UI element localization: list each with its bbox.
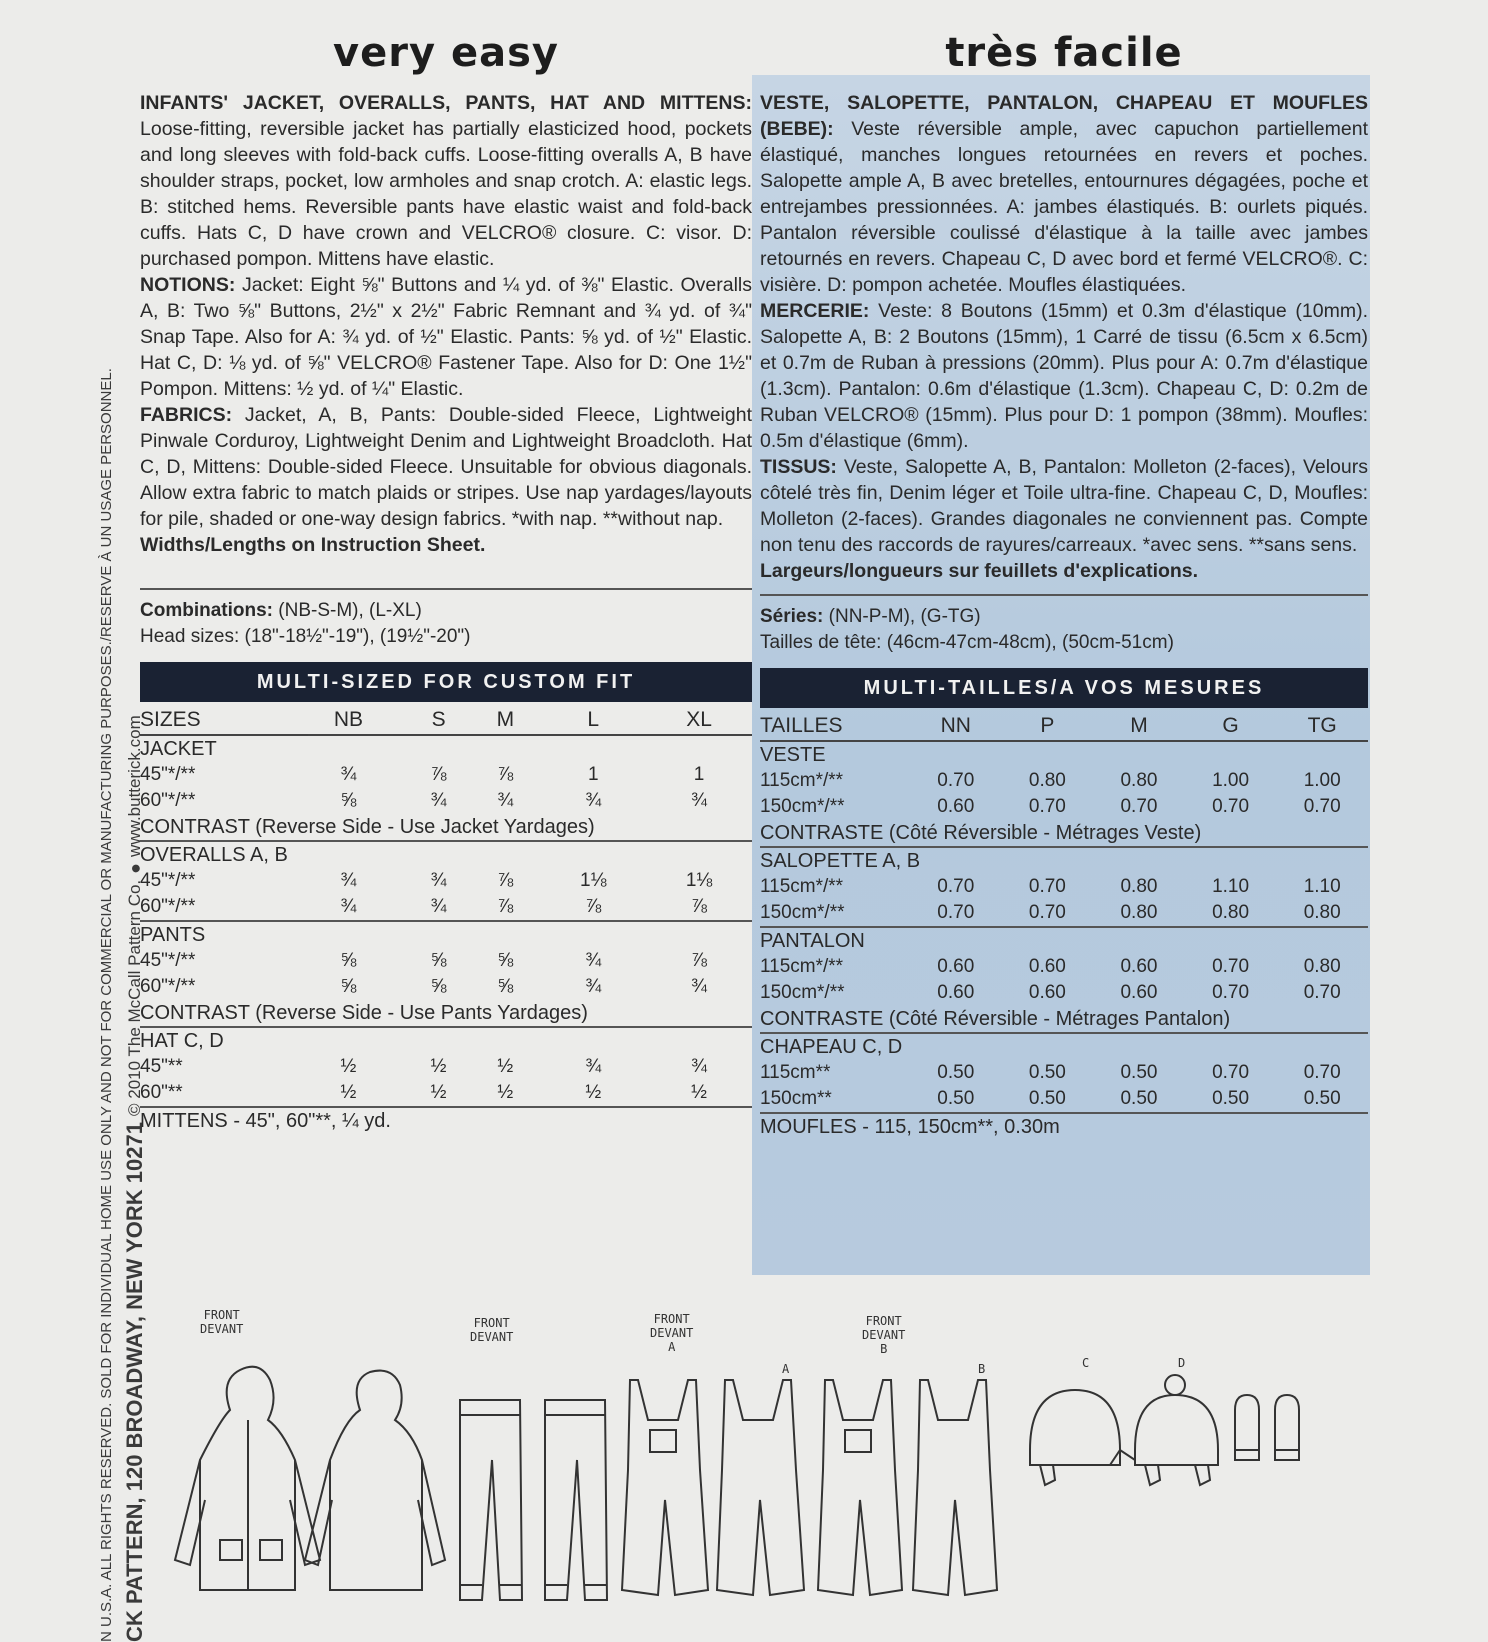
fabric-width-label: 115cm*/**	[760, 770, 844, 791]
bullet-icon: ●	[124, 862, 145, 874]
sketch-label-hat-c: C	[1082, 1356, 1090, 1370]
size-header: S	[431, 708, 446, 731]
sizes-header: TAILLES	[760, 714, 843, 737]
contrast-note: CONTRASTE (Côté Réversible - Métrages Pantalon)	[760, 1007, 1231, 1030]
yardage-cell: ⅞	[430, 764, 447, 785]
table-row	[140, 762, 752, 788]
french-combinations-label: Séries:	[760, 606, 824, 627]
english-title: INFANTS' JACKET, OVERALLS, PANTS, HAT AND MITTENS:	[140, 92, 752, 114]
yardage-cell: 0.70	[1212, 1062, 1250, 1083]
yardage-cell: 1.10	[1212, 876, 1250, 897]
yardage-cell: ⅝	[430, 950, 447, 971]
yardage-cell: 0.70	[1028, 902, 1066, 923]
garment-group-label: JACKET	[140, 737, 217, 760]
size-header: XL	[686, 708, 712, 731]
size-header: NB	[333, 708, 364, 731]
french-head-sizes: Tailles de tête: (46cm-47cm-48cm), (50cm-51cm)	[760, 632, 1174, 653]
fabric-width-label: 45"*/**	[140, 950, 196, 971]
french-table-title: MULTI-TAILLES/A VOS MESURES	[760, 668, 1368, 708]
pants-sketch	[460, 1400, 607, 1600]
garment-group-label: VESTE	[760, 743, 826, 766]
yardage-cell: 0.60	[1120, 956, 1158, 977]
sizes-header: SIZES	[140, 708, 201, 731]
yardage-cell: 1⅛	[685, 870, 713, 891]
hats-sketch	[1030, 1375, 1218, 1485]
english-combinations	[140, 598, 752, 624]
yardage-cell: 0.50	[1028, 1088, 1066, 1109]
yardage-cell: 0.80	[1303, 956, 1341, 977]
table-row	[760, 900, 1368, 927]
yardage-cell: 0.70	[1212, 796, 1250, 817]
size-header: NN	[940, 714, 971, 737]
fabric-width-label: 150cm*/**	[760, 796, 845, 817]
overalls-a-sketch	[622, 1380, 804, 1595]
yardage-cell: ¾	[691, 1056, 707, 1077]
yardage-cell: ¾	[497, 790, 514, 811]
size-header: P	[1040, 714, 1055, 737]
fabric-width-label: 115cm*/**	[760, 956, 844, 977]
yardage-cell: 0.50	[1028, 1062, 1066, 1083]
jacket-back-sketch	[305, 1371, 445, 1590]
yardage-cell: ⅝	[340, 790, 357, 811]
fabric-width-label: 45"*/**	[140, 870, 196, 891]
french-description	[760, 90, 1368, 584]
yardage-cell: 0.60	[937, 956, 975, 977]
french-fabrics-label: TISSUS:	[760, 456, 837, 478]
contrast-note: CONTRAST (Reverse Side - Use Jacket Yardages)	[140, 815, 595, 838]
contrast-note: CONTRAST (Reverse Side - Use Pants Yardages)	[140, 1001, 588, 1024]
yardage-cell: ¾	[691, 790, 707, 811]
mittens-note: MOUFLES - 115, 150cm**, 0.30m	[760, 1115, 1060, 1138]
yardage-cell: 0.80	[1120, 902, 1158, 923]
yardage-cell: 0.70	[937, 770, 975, 791]
yardage-cell: 0.70	[1212, 982, 1250, 1003]
yardage-cell: 0.70	[1212, 956, 1250, 977]
yardage-cell: 0.50	[937, 1062, 975, 1083]
yardage-cell: 0.60	[1028, 982, 1066, 1003]
yardage-cell: ⅞	[691, 950, 707, 971]
yardage-cell: ½	[585, 1082, 602, 1103]
table-row	[140, 894, 752, 921]
yardage-cell: 0.60	[1028, 956, 1066, 977]
mittens-note: MITTENS - 45", 60"**, ¼ yd.	[140, 1109, 391, 1132]
yardage-cell: ⅝	[340, 950, 357, 971]
yardage-cell: 0.60	[937, 982, 975, 1003]
fabric-width-label: 150cm*/**	[760, 902, 845, 923]
french-divider	[760, 594, 1368, 596]
table-row	[140, 1080, 752, 1107]
yardage-cell: ⅞	[691, 896, 707, 917]
size-header: M	[496, 708, 515, 731]
yardage-cell: ¾	[585, 1056, 602, 1077]
yardage-cell: ¾	[430, 896, 447, 917]
french-desc-text: Veste réversible ample, avec capuchon partiellement élastiqué, manches longues retournées en revers et poches. Salopette ample A, B avec bretelles, entournures dégagées, poche et entrejambes pressionnées. A: jambes élastiqués. B: ourlets piqués. Pantalon réversible coulissé d'élastique à la taille avec jambes retournés en revers. Chapeau C, D avec bord et fermé VELCRO®. C: visière. D: pompon achetée. Moufles élastiquées.	[760, 118, 1368, 296]
table-row	[140, 974, 752, 1000]
english-combinations-label: Combinations:	[140, 600, 273, 621]
yardage-cell: 0.70	[1303, 796, 1341, 817]
english-fabrics-label: FABRICS:	[140, 404, 233, 426]
size-header: L	[587, 708, 600, 731]
english-description	[140, 90, 752, 558]
yardage-cell: 0.70	[1028, 796, 1066, 817]
side-website: www.butterick.com	[125, 715, 144, 857]
english-fabrics-text: Jacket, A, B, Pants: Double-sided Fleece, Lightweight Pinwale Corduroy, Lightweight Denim and Lightweight Broadcloth. Hat C, D, Mittens: Double-sided Fleece. Unsuitable for obvious diagonals. Allow extra fabric to match plaids or stripes. Use nap yardages/layouts for pile, shaded or one-way design fabrics. *with nap. **without nap.	[140, 404, 752, 530]
garment-group-label: PANTALON	[760, 929, 865, 952]
yardage-cell: 0.80	[1303, 902, 1341, 923]
jacket-front-sketch	[175, 1367, 320, 1590]
english-divider	[140, 588, 752, 590]
fabric-width-label: 45"**	[140, 1056, 183, 1077]
overalls-b-sketch	[818, 1380, 997, 1595]
yardage-cell: 0.70	[937, 876, 975, 897]
fabric-width-label: 115cm*/**	[760, 876, 844, 897]
yardage-cell: 0.50	[1212, 1088, 1250, 1109]
yardage-cell: 0.50	[1120, 1088, 1158, 1109]
french-notions-label: MERCERIE:	[760, 300, 870, 322]
french-widths: Largeurs/longueurs sur feuillets d'explications.	[760, 560, 1199, 582]
yardage-cell: ⅝	[340, 976, 357, 997]
yardage-cell: ¾	[585, 976, 602, 997]
yardage-cell: ¾	[430, 790, 447, 811]
fabric-width-label: 115cm**	[760, 1062, 831, 1083]
english-notions-label: NOTIONS:	[140, 274, 236, 296]
yardage-cell: 0.60	[937, 796, 975, 817]
french-column	[760, 30, 1368, 1140]
yardage-cell: 1⅛	[580, 870, 607, 891]
yardage-cell: 1.00	[1212, 770, 1250, 791]
yardage-cell: 0.80	[1120, 876, 1158, 897]
sketch-label-b-back: B	[978, 1362, 986, 1376]
side-rights: N U.S.A. ALL RIGHTS RESERVED.	[98, 1402, 115, 1642]
fabric-width-label: 60"*/**	[140, 896, 196, 917]
yardage-cell: ¾	[585, 950, 602, 971]
side-address: CK PATTERN, 120 BROADWAY, NEW YORK 10271	[122, 1122, 147, 1642]
yardage-cell: ½	[430, 1082, 447, 1103]
yardage-cell: 0.80	[1028, 770, 1066, 791]
sketch-label-overalls-a: FRONT DEVANT A	[650, 1312, 694, 1354]
yardage-cell: 0.60	[1120, 982, 1158, 1003]
english-yardage-table	[140, 702, 752, 1134]
size-header: TG	[1307, 714, 1337, 737]
garment-group-label: OVERALLS A, B	[140, 843, 288, 866]
heading-very-easy: very easy	[333, 30, 559, 76]
yardage-cell: ¾	[340, 764, 357, 785]
yardage-cell: ¾	[691, 976, 707, 997]
table-row	[140, 948, 752, 974]
size-header: M	[1130, 714, 1148, 737]
table-row	[760, 954, 1368, 980]
garment-sketches	[160, 1300, 1360, 1640]
heading-tres-facile: très facile	[945, 30, 1183, 76]
yardage-cell: 0.80	[1212, 902, 1250, 923]
fabric-width-label: 150cm**	[760, 1088, 832, 1109]
yardage-cell: 1.00	[1303, 770, 1341, 791]
english-table-title: MULTI-SIZED FOR CUSTOM FIT	[140, 662, 752, 702]
size-header: G	[1222, 714, 1239, 737]
yardage-cell: ⅝	[497, 950, 514, 971]
mittens-sketch	[1235, 1395, 1299, 1460]
french-combinations-value: (NN-P-M), (G-TG)	[828, 606, 981, 627]
garment-group-label: PANTS	[140, 923, 206, 946]
yardage-cell: ⅞	[497, 870, 514, 891]
yardage-cell: ½	[691, 1082, 707, 1103]
table-row	[140, 1054, 752, 1080]
french-fabrics-text: Veste, Salopette A, B, Pantalon: Molleton (2-faces), Velours côtelé très fin, Denim léger et Toile ultra-fine. Chapeau C, D, Moufles: Molleton (2-faces). Grandes diagonales ne conviennent pas. Compte non tenu des raccords de rayures/carreaux. *avec sens. **sans sens.	[760, 456, 1368, 556]
table-row	[140, 868, 752, 894]
table-row	[140, 788, 752, 814]
english-head-sizes: Head sizes: (18"-18½"-19"), (19½"-20")	[140, 626, 471, 647]
yardage-cell: ½	[340, 1082, 357, 1103]
yardage-cell: 0.70	[937, 902, 975, 923]
table-row	[760, 874, 1368, 900]
contrast-note: CONTRASTE (Côté Réversible - Métrages Veste)	[760, 821, 1202, 844]
side-notice-line	[98, 42, 115, 1642]
table-row	[760, 1060, 1368, 1086]
table-row	[760, 980, 1368, 1006]
yardage-cell: 1	[587, 764, 599, 785]
french-yardage-table	[760, 708, 1368, 1140]
yardage-cell: 0.50	[1120, 1062, 1158, 1083]
yardage-cell: 0.70	[1303, 982, 1341, 1003]
table-row	[760, 1086, 1368, 1113]
english-notions-text: Jacket: Eight ⅝" Buttons and ¼ yd. of ⅜" Elastic. Overalls A, B: Two ⅝" Buttons, 2½" x 2½" Fabric Remnant and ¾ yd. of ¾" Snap Tape. Also for A: ¾ yd. of ½" Elastic. Pants: ⅝ yd. of ½" Elastic. Hat C, D: ⅛ yd. of ⅝" VELCRO® Fastener Tape. Also for D: One 1½" Pompon. Mittens: ½ yd. of ¼" Elastic.	[140, 274, 752, 400]
english-combinations-value: (NB-S-M), (L-XL)	[278, 600, 422, 621]
garment-group-label: HAT C, D	[140, 1029, 224, 1052]
sketch-label-overalls-b: FRONT DEVANT B	[862, 1314, 906, 1356]
garment-group-label: CHAPEAU C, D	[760, 1035, 903, 1058]
yardage-cell: 1.10	[1303, 876, 1341, 897]
table-row	[760, 768, 1368, 794]
sketch-drawings	[160, 1300, 1360, 1640]
fabric-width-label: 45"*/**	[140, 764, 196, 785]
fabric-width-label: 60"**	[140, 1082, 183, 1103]
french-title: VESTE, SALOPETTE, PANTALON, CHAPEAU ET MOUFLES (BEBE):	[760, 92, 1368, 140]
yardage-cell: 0.70	[1120, 796, 1158, 817]
yardage-cell: ½	[430, 1056, 447, 1077]
table-row	[760, 794, 1368, 820]
yardage-cell: 0.70	[1028, 876, 1066, 897]
yardage-cell: 0.50	[937, 1088, 975, 1109]
fabric-width-label: 60"*/**	[140, 790, 196, 811]
yardage-cell: ⅞	[497, 764, 514, 785]
yardage-cell: ¾	[430, 870, 447, 891]
sketch-label-pants: FRONT DEVANT	[470, 1316, 514, 1344]
sketch-label-jacket: FRONT DEVANT	[200, 1308, 244, 1336]
english-column	[140, 30, 752, 1134]
french-notions-text: Veste: 8 Boutons (15mm) et 0.3m d'élastique (10mm). Salopette A, B: 2 Boutons (15mm), 1 Carré de tissu (6.5cm x 6.5cm) et 0.7m de Ruban à pressions (20mm). Plus pour A: 0.7m d'élastique (1.3cm). Pantalon: 0.6m d'élastique (1.3cm). Chapeau C, D: 0.2m de Ruban VELCRO® (15mm). Plus pour D: 1 pompon (38mm). Moufles: 0.5m d'élastique (6mm).	[760, 300, 1368, 452]
english-desc-text: Loose-fitting, reversible jacket has partially elasticized hood, pockets and long sleeves with fold-back cuffs. Loose-fitting overalls A, B have shoulder straps, pocket, low armholes and snap crotch. A: elastic legs. B: stitched hems. Reversible pants have elastic waist and fold-back cuffs. Hats C, D have crown and VELCRO® closure. C: visor. D: purchased pompon. Mittens have elastic.	[140, 118, 752, 270]
yardage-cell: ½	[497, 1082, 514, 1103]
yardage-cell: 0.70	[1303, 1062, 1341, 1083]
sketch-label-a-back: A	[782, 1362, 790, 1376]
french-combinations	[760, 604, 1368, 630]
sketch-label-hat-d: D	[1178, 1356, 1186, 1370]
side-copyright: © 2010 The McCall Pattern Co.	[125, 879, 144, 1116]
yardage-cell: ¾	[340, 896, 357, 917]
yardage-cell: 0.80	[1120, 770, 1158, 791]
yardage-cell: ¾	[340, 870, 357, 891]
garment-group-label: SALOPETTE A, B	[760, 849, 921, 872]
english-widths: Widths/Lengths on Instruction Sheet.	[140, 534, 486, 556]
yardage-cell: 0.50	[1303, 1088, 1341, 1109]
side-notice: SOLD FOR INDIVIDUAL HOME USE ONLY AND NOT FOR COMMERCIAL OR MANUFACTURING PURPOSES./RESERVE À UN USAGE PERSONNEL.	[98, 368, 115, 1399]
yardage-cell: ½	[340, 1056, 357, 1077]
yardage-cell: ⅝	[497, 976, 514, 997]
yardage-cell: ¾	[585, 790, 602, 811]
yardage-cell: ⅝	[430, 976, 447, 997]
fabric-width-label: 150cm*/**	[760, 982, 845, 1003]
fabric-width-label: 60"*/**	[140, 976, 196, 997]
yardage-cell: ⅞	[585, 896, 602, 917]
yardage-cell: ½	[497, 1056, 514, 1077]
yardage-cell: 1	[693, 764, 705, 785]
yardage-cell: ⅞	[497, 896, 514, 917]
